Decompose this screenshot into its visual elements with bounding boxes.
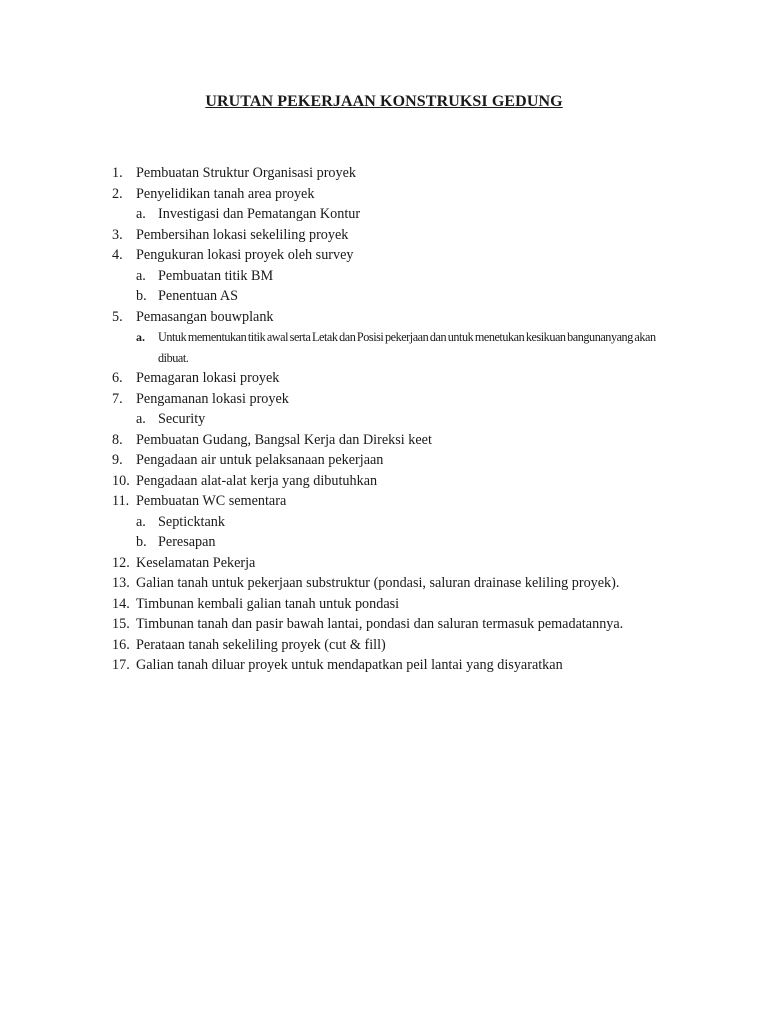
list-item-text: Pengukuran lokasi proyek oleh survey [136,247,354,263]
sub-list-item-text: Untuk mementukan titik awal serta Letak dan Posisi pekerjaan dan untuk menetukan kesikuan bangunanyang akan dibuat. [158,330,656,365]
list-item-text: Timbunan tanah dan pasir bawah lantai, pondasi dan saluran termasuk pemadatannya. [136,616,624,632]
sub-list-item-letter: b. [136,288,147,304]
list-item [112,471,732,492]
list-item [112,491,732,512]
list-item-number: 16. [112,636,130,653]
list-item [112,450,732,471]
list-item-text: Pemagaran lokasi proyek [136,370,280,386]
list-item [112,307,732,328]
sub-list-item [112,532,732,553]
sub-list-item [112,512,732,533]
list-item [112,594,732,615]
list-item-number: 8. [112,431,123,448]
list-item-text: Pemasangan bouwplank [136,308,274,325]
document-title: URUTAN PEKERJAAN KONSTRUKSI GEDUNG [205,93,563,110]
sub-list-item-text: Peresapan [158,534,216,550]
list-item-number: 13. [112,575,130,591]
list-item-text: Pembuatan WC sementara [136,493,287,509]
list-item-text: Galian tanah untuk pekerjaan substruktur (pondasi, saluran drainase keliling proyek). [136,575,620,591]
sub-list-item-letter: a. [136,513,146,530]
list-item-number: 17. [112,657,130,673]
sub-list-item-text: Penentuan AS [158,288,238,304]
sub-list-item [112,204,732,225]
list-item-number: 2. [112,185,123,202]
sub-list-item-letter: a. [136,267,146,284]
sub-list-item-letter: b. [136,534,147,550]
sub-list-item-letter: a. [136,330,145,344]
list-item [112,163,732,184]
list-item-text: Perataan tanah sekeliling proyek (cut & fill) [136,636,386,653]
list-item-text: Pengadaan alat-alat kerja yang dibutuhkan [136,472,378,489]
list-item [112,225,732,246]
list-item-number: 15. [112,616,130,632]
list-item-text: Timbunan kembali galian tanah untuk pondasi [136,595,400,612]
list-item [112,368,732,389]
list-item-text: Pengamanan lokasi proyek [136,390,289,407]
list-item-number: 7. [112,390,123,407]
list-item-text: Penyelidikan tanah area proyek [136,185,315,202]
list-item-number: 10. [112,472,130,489]
list-item-number: 11. [112,493,130,509]
list-item-number: 14. [112,595,130,612]
sub-list-item [112,266,732,287]
sub-list-item [112,286,732,307]
list-item-number: 3. [112,226,123,243]
list-item-number: 12. [112,554,130,571]
sub-list-item-text: Investigasi dan Pematangan Kontur [158,206,361,222]
list-item-text: Pembuatan Gudang, Bangsal Kerja dan Direksi keet [136,431,432,448]
sub-list-item-letter: a. [136,411,146,427]
list-item-text: Keselamatan Pekerja [136,554,256,571]
sub-list-item-letter: a. [136,206,146,222]
list-item [112,245,732,266]
list-item [112,430,732,451]
list-item-text: Pembuatan Struktur Organisasi proyek [136,165,357,181]
sub-list-item-text: Pembuatan titik BM [158,267,274,284]
list-item-number: 5. [112,308,123,325]
sub-list-item-text: Septicktank [158,513,225,530]
list-item-number: 4. [112,247,123,263]
list-item-text: Galian tanah diluar proyek untuk mendapatkan peil lantai yang disyaratkan [136,657,563,673]
list-item-number: 9. [112,452,123,468]
list-item-text: Pembersihan lokasi sekeliling proyek [136,226,349,243]
list-item [112,184,732,205]
sub-list-item [112,327,732,368]
list-item-text: Pengadaan air untuk pelaksanaan pekerjaan [136,452,384,468]
list-item-number: 6. [112,370,123,386]
list-item [112,655,732,676]
list-item [112,573,732,594]
list-item-number: 1. [112,165,123,181]
sub-list-item-text: Security [158,411,206,427]
list-item [112,553,732,574]
list-item [112,614,732,635]
sub-list-item [112,409,732,430]
list-item [112,389,732,410]
work-order-list [112,163,732,676]
list-item [112,635,732,656]
